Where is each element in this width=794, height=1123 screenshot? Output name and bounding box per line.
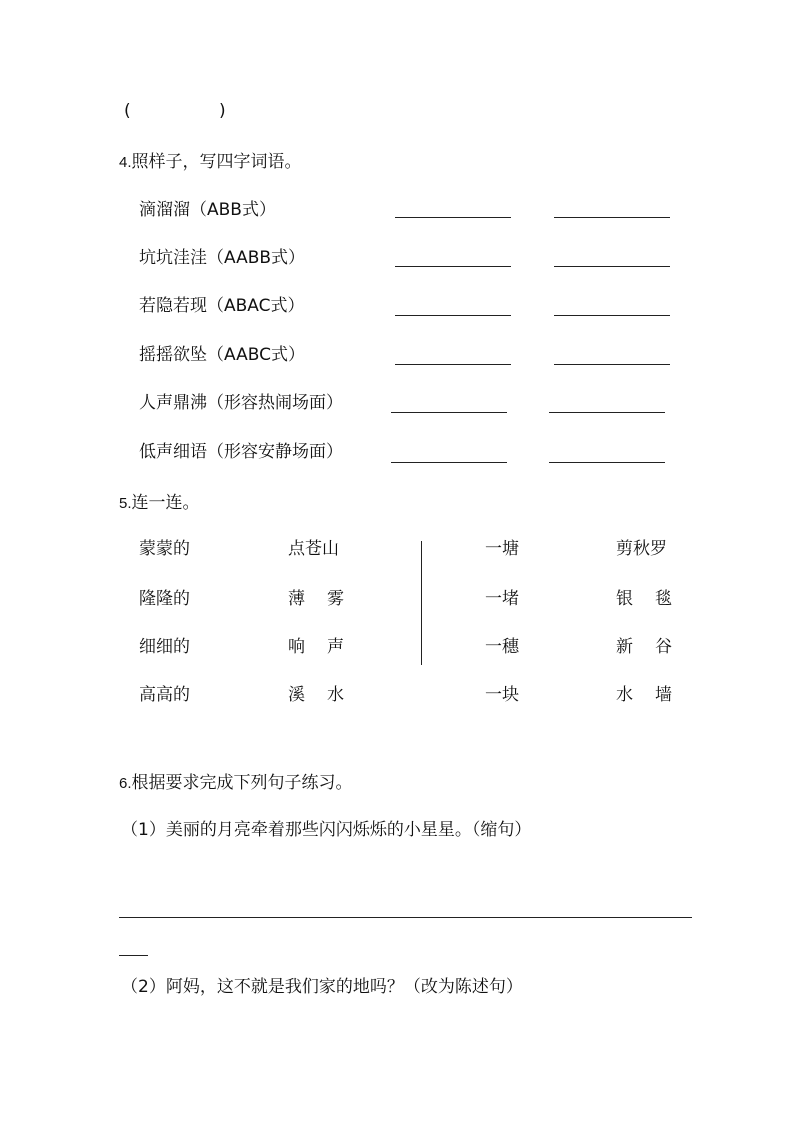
example-word: 若隐若现 bbox=[139, 296, 207, 316]
question-5-heading bbox=[119, 493, 200, 514]
match-item-right-target[interactable]: 银毯 bbox=[616, 589, 694, 609]
word-row bbox=[139, 248, 305, 268]
match-item-left-target[interactable]: 溪水 bbox=[288, 685, 366, 705]
match-item-left[interactable]: 蒙蒙的 bbox=[139, 539, 190, 559]
answer-blank[interactable] bbox=[395, 315, 511, 316]
word-row bbox=[139, 393, 343, 413]
match-item-left[interactable]: 隆隆的 bbox=[139, 589, 190, 609]
match-item-right-target[interactable]: 剪秋罗 bbox=[616, 539, 667, 559]
match-item-right-target[interactable]: 新谷 bbox=[616, 637, 694, 657]
answer-blank[interactable] bbox=[549, 462, 665, 463]
answer-blank[interactable] bbox=[554, 266, 670, 267]
answer-paren-open: ( bbox=[124, 101, 131, 121]
match-item-left[interactable]: 细细的 bbox=[139, 637, 190, 657]
answer-line[interactable] bbox=[119, 917, 692, 918]
answer-line-continuation[interactable] bbox=[119, 955, 148, 956]
match-item-left-target[interactable]: 响声 bbox=[288, 637, 366, 657]
item-number: （2） bbox=[121, 977, 166, 997]
question-6-title: 根据要求完成下列句子练习。 bbox=[131, 773, 353, 793]
sentence-item-1 bbox=[121, 820, 531, 840]
word-row bbox=[139, 345, 305, 365]
match-item-left-target[interactable]: 点苍山 bbox=[288, 539, 339, 559]
sentence-item-2 bbox=[121, 977, 523, 997]
example-word: 坑坑洼洼 bbox=[139, 248, 207, 268]
question-5-title: 连一连。 bbox=[131, 493, 200, 513]
answer-blank[interactable] bbox=[549, 412, 665, 413]
item-number: （1） bbox=[121, 820, 166, 840]
example-word: 摇摇欲坠 bbox=[139, 345, 207, 365]
question-4-number: 4. bbox=[119, 154, 132, 171]
match-item-right-target[interactable]: 水墙 bbox=[616, 685, 694, 705]
item-text: 美丽的月亮牵着那些闪闪烁烁的小星星。（缩句） bbox=[165, 820, 532, 840]
pattern-hint: （形容热闹场面） bbox=[207, 393, 343, 413]
match-item-left[interactable]: 高高的 bbox=[139, 685, 190, 705]
answer-blank[interactable] bbox=[391, 462, 507, 463]
question-4-heading bbox=[119, 152, 302, 173]
answer-blank[interactable] bbox=[554, 217, 670, 218]
example-word: 人声鼎沸 bbox=[139, 393, 207, 413]
word-row bbox=[139, 296, 305, 316]
answer-blank[interactable] bbox=[395, 266, 511, 267]
answer-blank[interactable] bbox=[395, 217, 511, 218]
example-word: 低声细语 bbox=[139, 442, 207, 462]
pattern-hint: （形容安静场面） bbox=[207, 442, 343, 462]
item-text: 阿妈，这不就是我们家的地吗？（改为陈述句） bbox=[165, 977, 523, 997]
pattern-hint: （ABB式） bbox=[190, 200, 276, 220]
question-5-number: 5. bbox=[119, 495, 132, 512]
divider-line bbox=[421, 541, 422, 665]
question-4-title: 照样子，写四字词语。 bbox=[131, 152, 302, 172]
pattern-hint: （AABC式） bbox=[207, 345, 305, 365]
match-item-left-target[interactable]: 薄雾 bbox=[288, 589, 366, 609]
answer-blank[interactable] bbox=[554, 364, 670, 365]
answer-blank[interactable] bbox=[554, 315, 670, 316]
word-row bbox=[139, 200, 276, 220]
match-item-right[interactable]: 一块 bbox=[485, 685, 519, 705]
example-word: 滴溜溜 bbox=[139, 200, 190, 220]
word-row bbox=[139, 442, 343, 462]
question-6-number: 6. bbox=[119, 775, 132, 792]
pattern-hint: （AABB式） bbox=[207, 248, 306, 268]
answer-blank[interactable] bbox=[391, 412, 507, 413]
answer-paren-close: ) bbox=[219, 101, 226, 121]
question-6-heading bbox=[119, 773, 353, 794]
match-item-right[interactable]: 一堵 bbox=[485, 589, 519, 609]
answer-blank[interactable] bbox=[395, 364, 511, 365]
match-item-right[interactable]: 一塘 bbox=[485, 539, 519, 559]
pattern-hint: （ABAC式） bbox=[207, 296, 305, 316]
match-item-right[interactable]: 一穗 bbox=[485, 637, 519, 657]
